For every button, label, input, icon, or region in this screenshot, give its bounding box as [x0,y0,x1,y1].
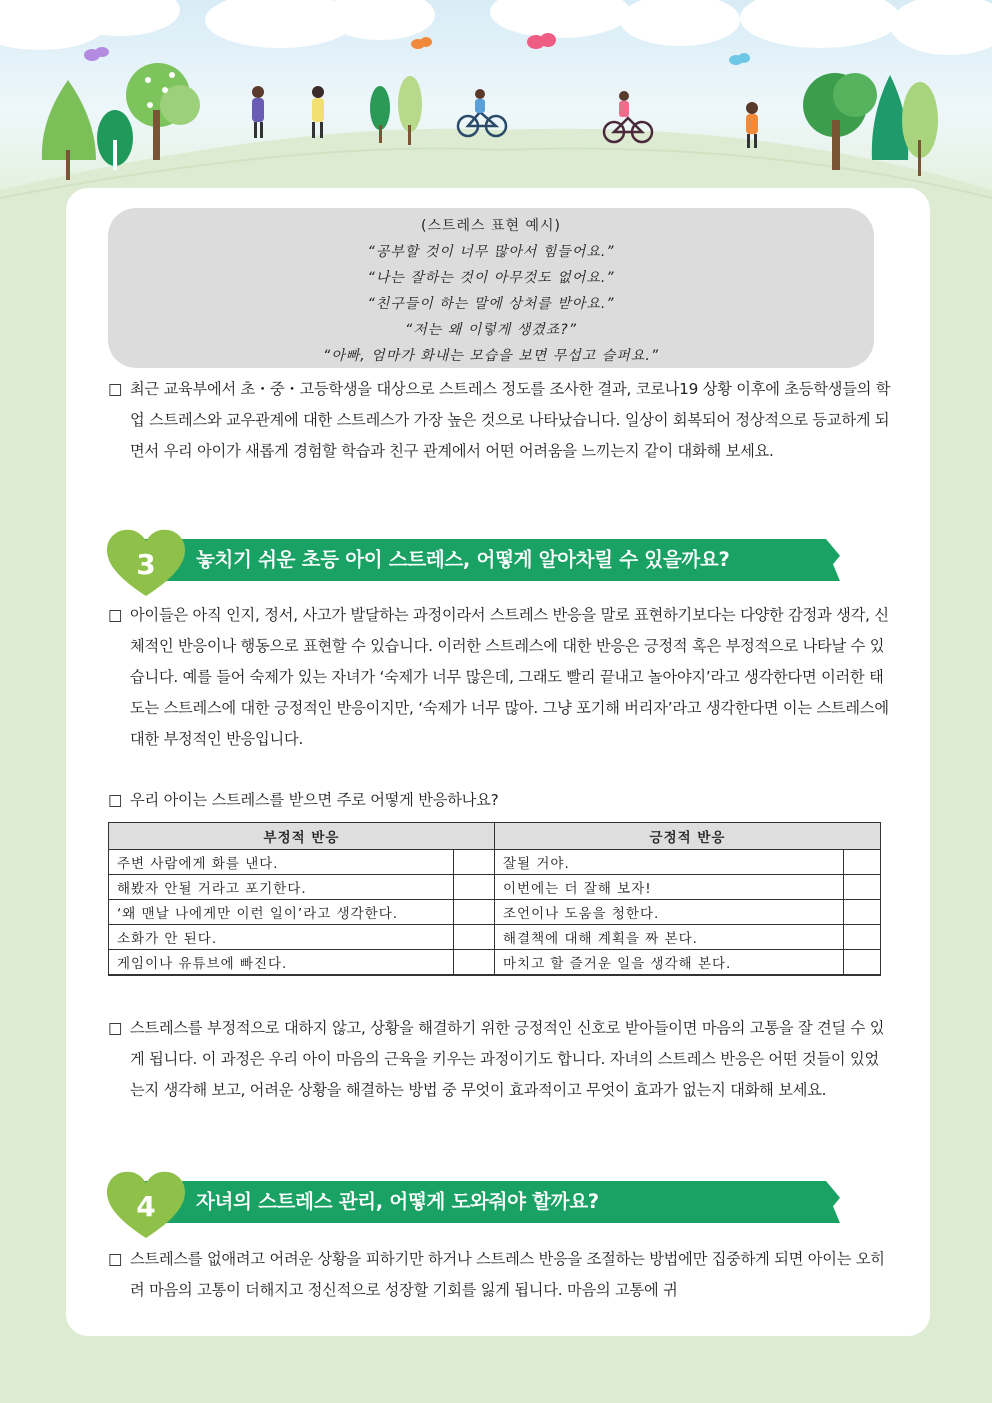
butterfly-blue-icon [729,53,750,65]
positive-reaction-header: 긍정적 반응 [495,823,881,850]
tree-left-2-icon [97,110,133,170]
positive-reaction-cell: 마치고 할 즐거운 일을 생각해 본다. [495,950,844,976]
negative-reaction-cell: 해봤자 안될 거라고 포기한다. [109,875,454,900]
section-4-title: 자녀의 스트레스 관리, 어떻게 도와줘야 할까요? [196,1190,599,1213]
paragraph-positive-signal [108,1013,892,1106]
paragraph-text: 스트레스를 없애려고 어려운 상황을 피하기만 하거나 스트레스 반응을 조절하는 방법에만 집중하게 되면 아이는 오히려 마음의 고통이 더해지고 정신적으로 성장할 기회를 잃게 됩니다. 마음의 고통에 귀 [130,1250,885,1299]
checkbox-mark: □ [108,606,123,624]
negative-check-cell[interactable] [454,925,495,950]
positive-check-cell[interactable] [844,925,881,950]
quote-line: “저는 왜 이렇게 생겼죠?” [404,322,577,338]
negative-check-cell[interactable] [454,900,495,925]
table-row [109,875,881,900]
paragraph-stress-reactions [108,600,892,755]
stress-reaction-table [108,822,881,976]
positive-reaction-cell: 해결책에 대해 계획을 짜 본다. [495,925,844,950]
person-purple-icon [252,86,264,138]
section-3-title: 놓치기 쉬운 초등 아이 스트레스, 어떻게 알아차릴 수 있을까요? [196,548,730,571]
table-row [109,900,881,925]
table-row [109,925,881,950]
tree-left-3-icon [126,63,200,160]
table-header-row [109,823,881,850]
quote-box-title: (스트레스 표현 예시) [420,218,562,234]
negative-reaction-header: 부정적 반응 [109,823,495,850]
positive-check-cell[interactable] [844,875,881,900]
positive-check-cell[interactable] [844,900,881,925]
quote-line: “나는 잘하는 것이 아무것도 없어요.” [367,270,615,286]
negative-reaction-cell: 게임이나 유튜브에 빠진다. [109,950,454,976]
positive-check-cell[interactable] [844,950,881,976]
checkbox-mark: □ [108,791,123,809]
section-3-number: 3 [136,548,156,581]
paragraph-question [108,785,892,816]
paragraph-text: 스트레스를 부정적으로 대하지 않고, 상황을 해결하기 위한 긍정적인 신호로 받아들이면 마음의 고통을 잘 견딜 수 있게 됩니다. 이 과정은 우리 아이 마음의 근육을 키우는 과정이기도 합니다. 자녀의 스트레스 반응은 어떤 것들이 있었는지 생각해 보고, 어려운 상황을 해결하는 방법 중 무엇이 효과적이고 무엇이 효과가 없는지 대화해 보세요. [130,1019,885,1099]
negative-check-cell[interactable] [454,875,495,900]
paragraph-survey [108,374,892,467]
section-4-number: 4 [136,1190,156,1223]
butterfly-purple-icon [84,47,109,61]
stress-expression-examples [108,208,874,368]
checkbox-mark: □ [108,1019,123,1037]
checkbox-mark: □ [108,1250,123,1268]
person-yellow-icon [312,86,324,138]
checkbox-mark: □ [108,380,123,398]
negative-reaction-cell: ‘왜 맨날 나에게만 이런 일이’라고 생각한다. [109,900,454,925]
quote-line: “공부할 것이 너무 많아서 힘들어요.” [367,244,615,260]
butterfly-orange-icon [411,37,432,49]
negative-check-cell[interactable] [454,950,495,976]
paragraph-text: 최근 교육부에서 초・중・고등학생을 대상으로 스트레스 정도를 조사한 결과, 코로나19 상황 이후에 초등학생들의 학업 스트레스와 교우관계에 대한 스트레스가 가장 높은 것으로 나타났습니다. 일상이 회복되어 정상적으로 등교하게 되면서 우리 아이가 새롭게 경험할 학습과 친구 관계에서 어떤 어려움을 느끼는지 같이 대화해 보세요. [130,380,891,460]
table-row [109,950,881,976]
paragraph-text: 우리 아이는 스트레스를 받으면 주로 어떻게 반응하나요? [130,791,499,809]
negative-check-cell[interactable] [454,850,495,875]
header-illustration [0,0,992,200]
tree-left-1-icon [42,80,96,180]
paragraph-stress-management [108,1244,892,1306]
quote-line: “친구들이 하는 말에 상처를 받아요.” [367,296,615,312]
negative-reaction-cell: 주변 사람에게 화를 낸다. [109,850,454,875]
positive-check-cell[interactable] [844,850,881,875]
negative-reaction-cell: 소화가 안 된다. [109,925,454,950]
positive-reaction-cell: 이번에는 더 잘해 보자! [495,875,844,900]
positive-reaction-cell: 잘될 거야. [495,850,844,875]
positive-reaction-cell: 조언이나 도움을 청한다. [495,900,844,925]
table-row [109,850,881,875]
paragraph-text: 아이들은 아직 인지, 정서, 사고가 발달하는 과정이라서 스트레스 반응을 말로 표현하기보다는 다양한 감정과 생각, 신체적인 반응이나 행동으로 표현할 수 있습니다. 이러한 스트레스에 대한 반응은 긍정적 혹은 부정적으로 나타날 수 있습니다. 예를 들어 숙제가 있는 자녀가 ‘숙제가 너무 많은데, 그래도 빨리 끝내고 놀아야지’라고 생각한다면 이러한 태도는 스트레스에 대한 긍정적인 반응이지만, ‘숙제가 너무 많아. 그냥 포기해 버리자’라고 생각한다면 이는 스트레스에 대한 부정적인 반응입니다. [130,606,889,748]
quote-line: “아빠, 엄마가 화내는 모습을 보면 무섭고 슬퍼요.” [322,348,660,364]
tree-right-3-icon [902,82,938,176]
